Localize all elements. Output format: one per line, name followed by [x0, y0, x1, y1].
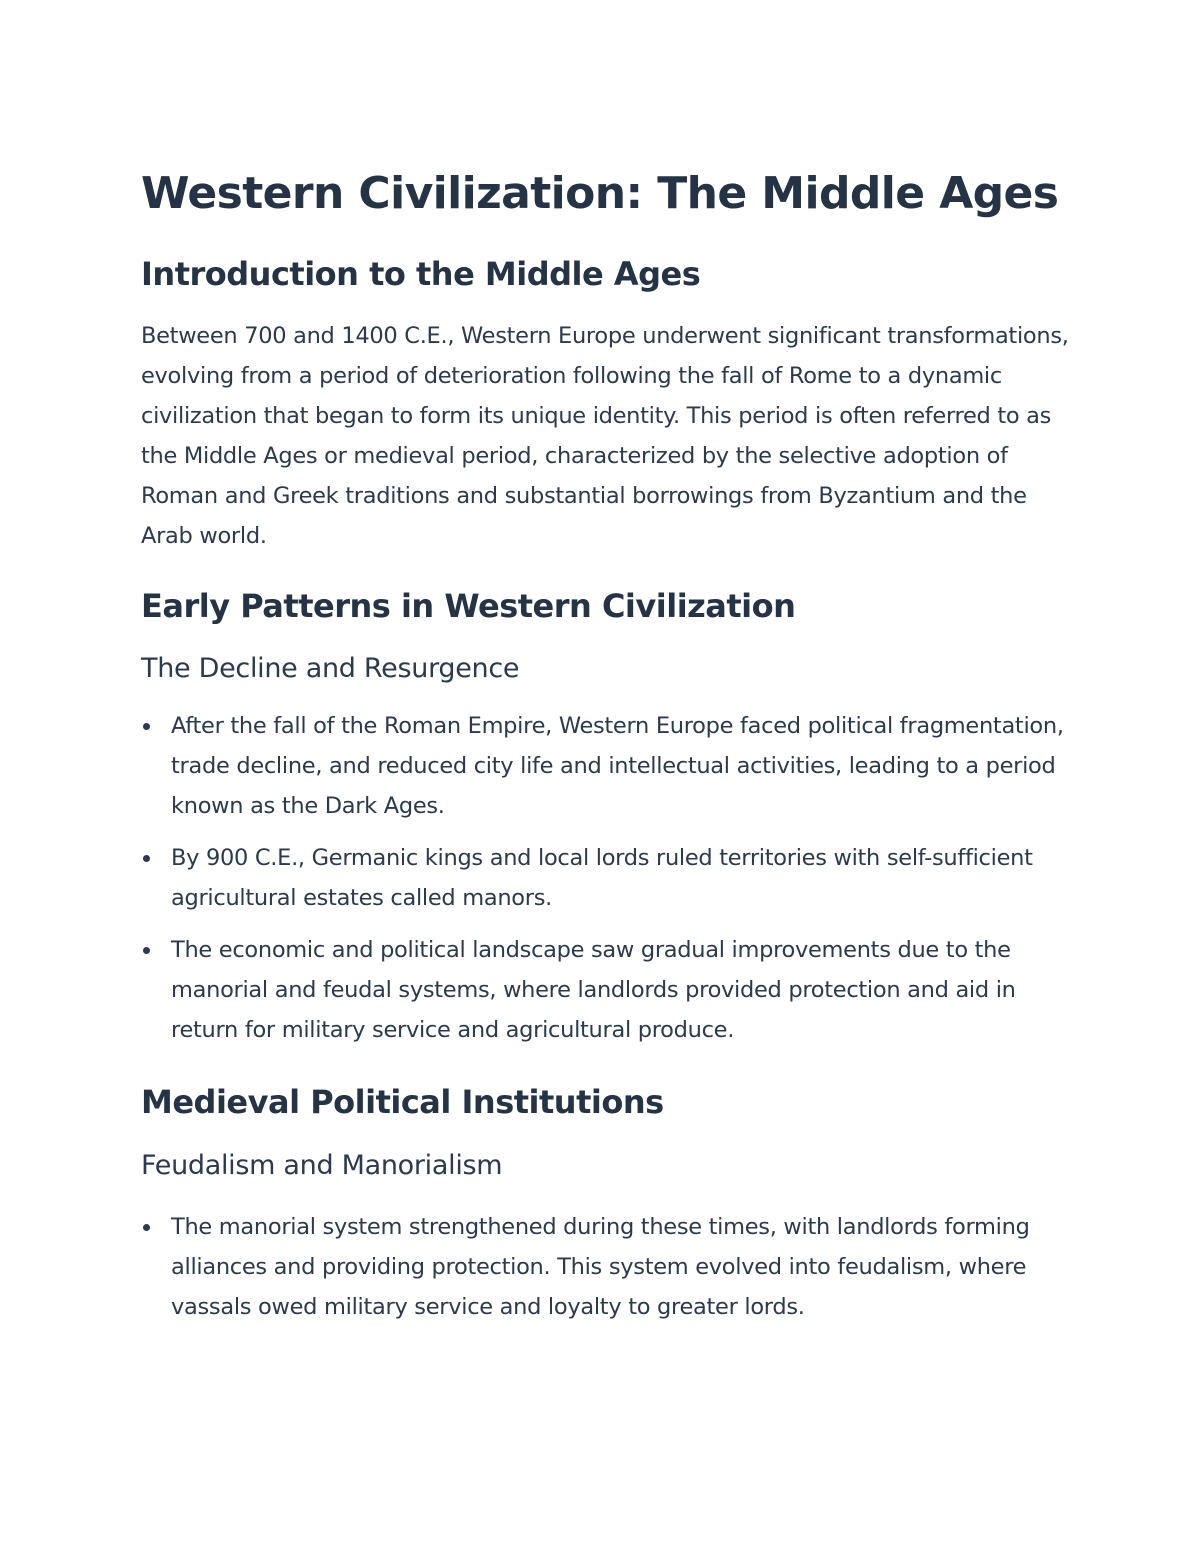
section-heading-introduction: Introduction to the Middle Ages	[141, 255, 701, 293]
section-heading-early-patterns: Early Patterns in Western Civilization	[141, 587, 796, 625]
section-heading-political-institutions: Medieval Political Institutions	[141, 1083, 664, 1121]
introduction-paragraph: Between 700 and 1400 C.E., Western Europe underwent significant transformations, evolving from a period of deterioration following the fall of Rome to a dynamic civilization that began to form its unique identity. This period is often referred to as the Middle Ages or medieval period, characterized by the selective adoption of Roman and Greek traditions and substantial borrowings from Byzantium and the Arab world.	[141, 323, 1069, 549]
list-item-text: After the fall of the Roman Empire, Western Europe faced political fragmentation, trade decline, and reduced city life and intellectual activities, leading to a period known as the Dark Ages.	[171, 713, 1064, 819]
document-title: Western Civilization: The Middle Ages	[141, 168, 1059, 219]
bullet-dot	[143, 1224, 150, 1231]
list-item	[141, 838, 1071, 918]
bullet-dot	[143, 723, 150, 730]
list-item	[141, 930, 1071, 1050]
bullet-dot	[143, 855, 150, 862]
list-item-text: By 900 C.E., Germanic kings and local lords ruled territories with self-sufficient agricultural estates called manors.	[171, 845, 1033, 911]
bullet-dot	[143, 947, 150, 954]
document-page	[141, 165, 1071, 1327]
subheading-feudalism-manorialism: Feudalism and Manorialism	[141, 1150, 503, 1181]
list-item-text: The manorial system strengthened during these times, with landlords forming alliances and providing protection. This system evolved into feudalism, where vassals owed military service and loyalty to greater lords.	[171, 1214, 1030, 1320]
list-item	[141, 706, 1071, 826]
subheading-decline-resurgence: The Decline and Resurgence	[141, 653, 520, 684]
feudalism-bullet-list	[141, 1207, 1071, 1327]
list-item-text: The economic and political landscape saw gradual improvements due to the manorial and feudal systems, where landlords provided protection and aid in return for military service and agricultural produce.	[171, 937, 1016, 1043]
decline-bullet-list	[141, 706, 1071, 1050]
list-item	[141, 1207, 1071, 1327]
